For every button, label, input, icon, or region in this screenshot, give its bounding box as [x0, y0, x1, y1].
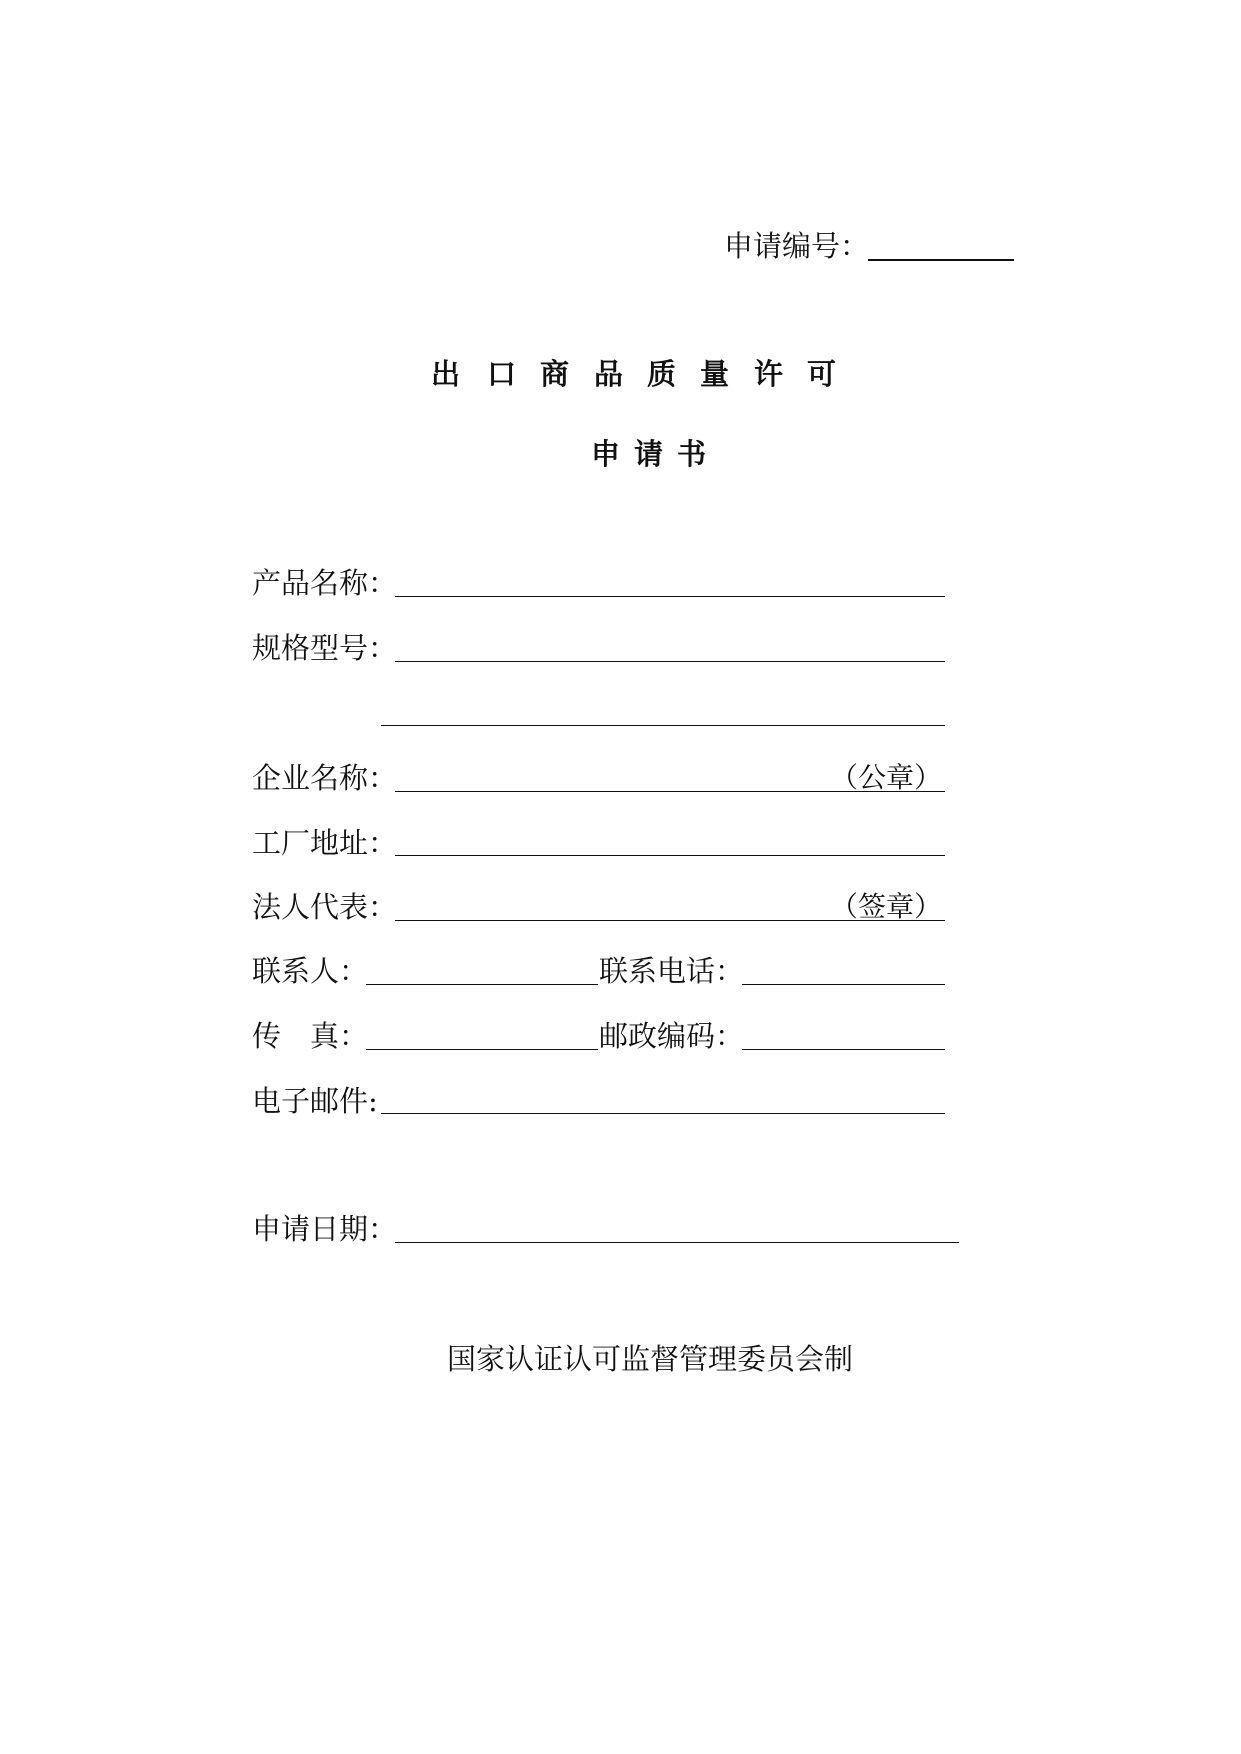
contact-phone-label: 联系电话：	[599, 954, 745, 988]
spec-model-field-line-2[interactable]	[381, 725, 945, 726]
legal-seal-note: （签章）	[830, 890, 943, 923]
application-date-label: 申请日期：	[252, 1212, 398, 1246]
fax-label-char-2: 真：	[310, 1019, 369, 1053]
contact-person-field[interactable]	[366, 984, 598, 985]
email-label: 电子邮件:	[252, 1084, 378, 1118]
issuer-footer: 国家认证认可监督管理委员会制	[447, 1342, 854, 1376]
title-char-2: 口	[487, 357, 517, 391]
title-char-6: 量	[700, 357, 730, 391]
fax-label-char-1: 传	[252, 1019, 282, 1053]
fax-field[interactable]	[366, 1049, 598, 1050]
contact-phone-field[interactable]	[742, 984, 945, 985]
title-char-7: 许	[754, 357, 784, 391]
email-field[interactable]	[381, 1113, 945, 1114]
postcode-field[interactable]	[742, 1049, 945, 1050]
subtitle-char-2: 请	[634, 437, 664, 471]
legal-representative-label: 法人代表：	[252, 890, 398, 924]
factory-address-label: 工厂地址：	[252, 826, 398, 860]
application-number-label: 申请编号：	[724, 229, 870, 263]
subtitle-char-1: 申	[591, 437, 621, 471]
spec-model-field[interactable]	[395, 661, 945, 662]
product-name-label: 产品名称：	[252, 566, 398, 600]
factory-address-field[interactable]	[395, 855, 945, 856]
title-char-8: 可	[807, 357, 837, 391]
company-name-label: 企业名称：	[252, 761, 398, 795]
title-char-1: 出	[431, 357, 461, 391]
postcode-label: 邮政编码：	[599, 1019, 745, 1053]
spec-model-label: 规格型号：	[252, 631, 398, 665]
company-seal-note: （公章）	[830, 761, 943, 794]
title-char-4: 品	[594, 357, 624, 391]
application-date-field[interactable]	[395, 1242, 959, 1243]
title-char-5: 质	[647, 357, 677, 391]
subtitle-char-3: 书	[677, 437, 707, 471]
contact-person-label: 联系人：	[252, 954, 369, 988]
application-number-field[interactable]	[868, 259, 1014, 261]
title-char-3: 商	[540, 357, 570, 391]
product-name-field[interactable]	[395, 596, 945, 597]
